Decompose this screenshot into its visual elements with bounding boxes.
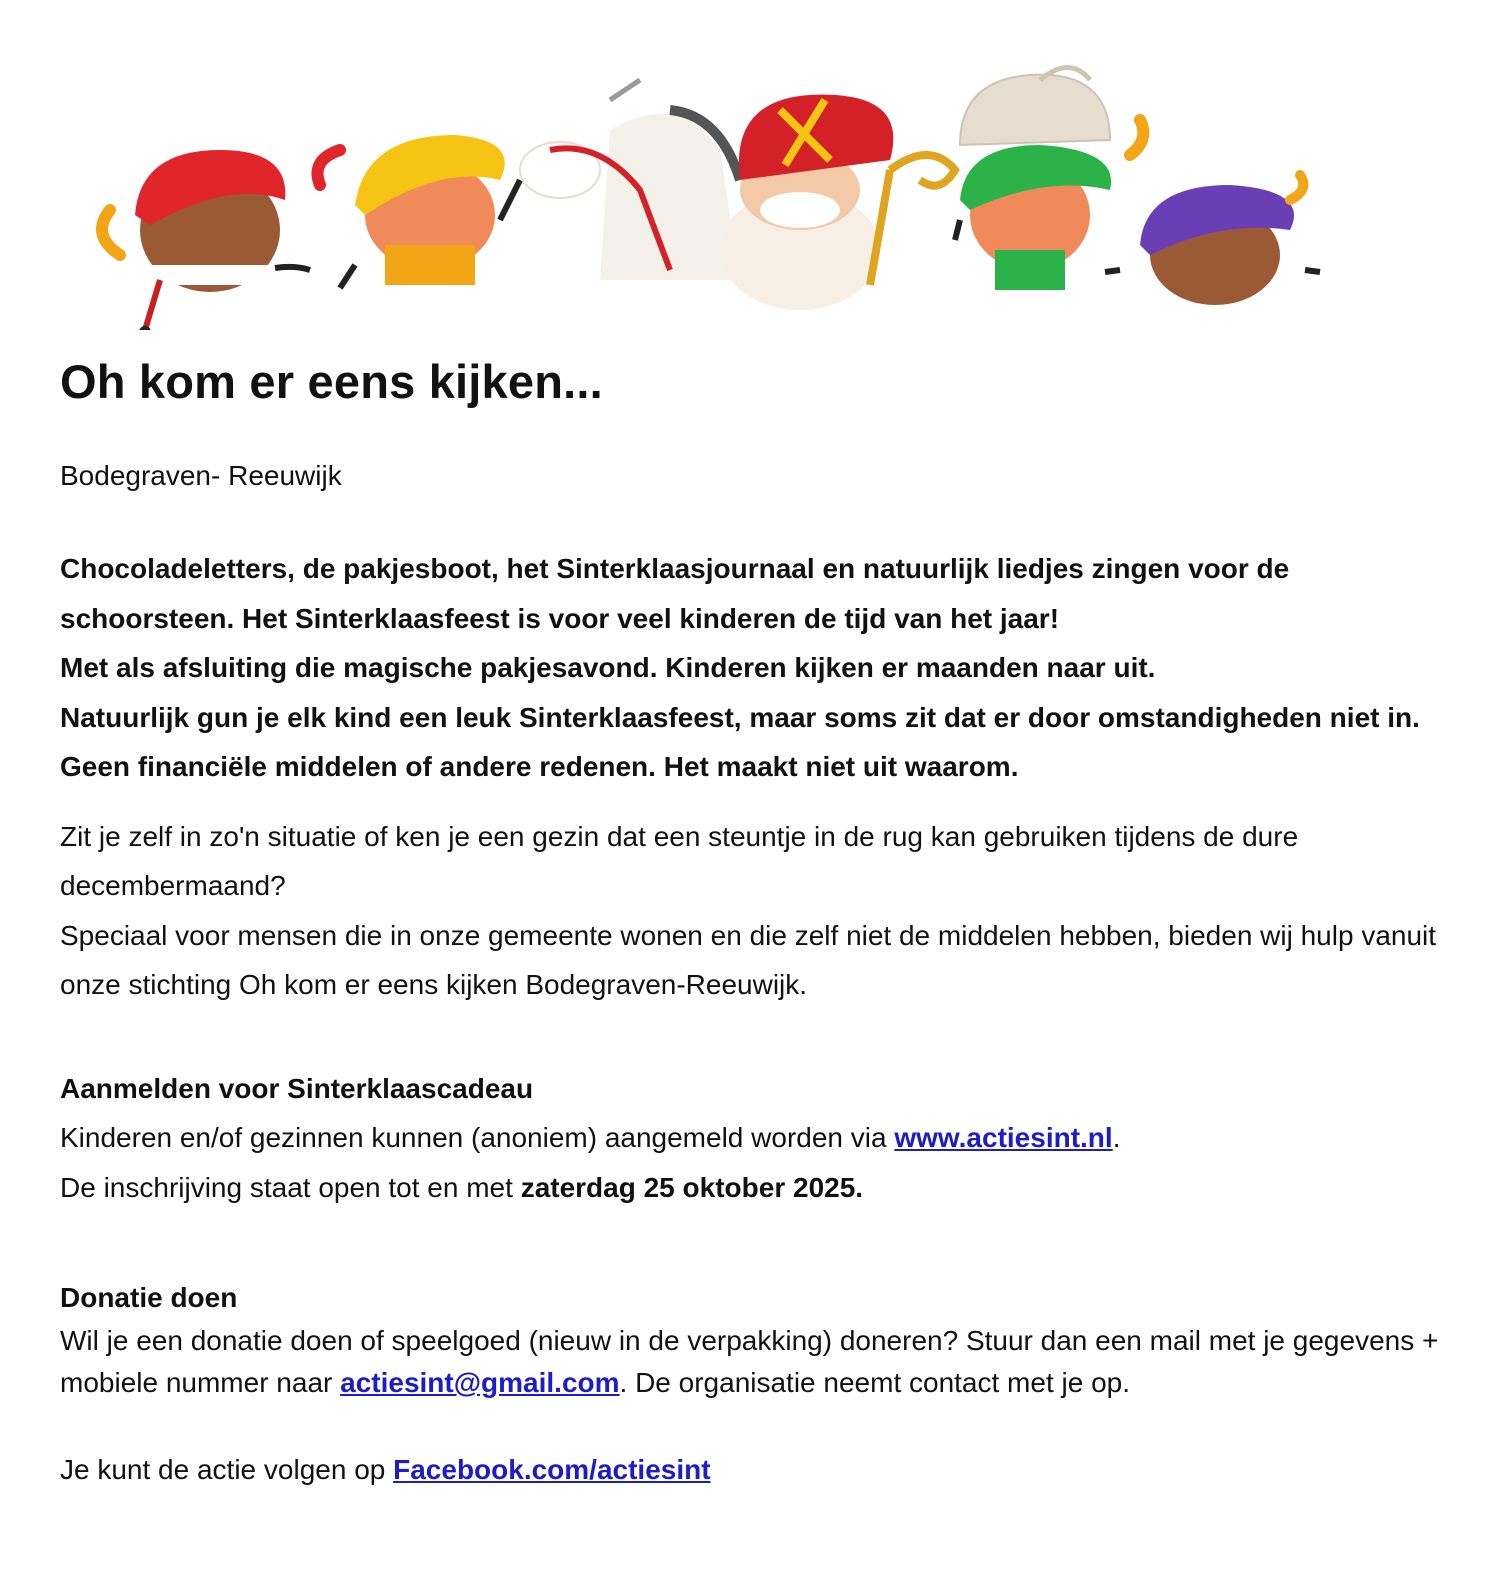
page-title: Oh kom er eens kijken...: [60, 355, 603, 408]
signup-text-before: Kinderen en/of gezinnen kunnen (anoniem) aangemeld worden via: [60, 1122, 895, 1153]
donation-heading: Donatie doen: [60, 1282, 238, 1313]
piet-red-icon: [102, 150, 310, 330]
signup-text-after: .: [1112, 1122, 1121, 1153]
article: [60, 340, 1440, 1492]
horse-icon: [520, 80, 740, 280]
donation-text-after: . De organisatie neemt contact met je op.: [619, 1367, 1131, 1398]
piet-purple-icon: [1105, 175, 1320, 305]
deadline-prefix: De inschrijving staat open tot en met: [60, 1171, 521, 1203]
body-paragraph: [60, 812, 1440, 1010]
signup-text: [60, 1113, 1440, 1163]
facebook-link[interactable]: Facebook.com/actiesint: [393, 1454, 711, 1485]
body-line: Speciaal voor mensen die in onze gemeente wonen en die zelf niet de middelen hebben, bieden wij hulp vanuit onze stichting Oh kom er eens kijken Bodegraven-Reeuwijk.: [60, 919, 1437, 1000]
deadline-date: zaterdag 25 oktober 2025.: [520, 1171, 864, 1203]
intro-line: Chocoladeletters, de pakjesboot, het Sinterklaasjournaal en natuurlijk liedjes zingen voor de schoorsteen. Het Sinterklaasfeest is voor veel kinderen de tijd van het jaar!: [60, 553, 1290, 634]
sack-icon: [960, 68, 1110, 146]
location-label: Bodegraven- Reeuwijk: [60, 460, 342, 491]
piet-yellow-icon: [318, 135, 521, 288]
follow-text: [60, 1448, 1440, 1492]
sinterklaas-banner: [80, 40, 1380, 330]
follow-text-before: Je kunt de actie volgen op: [60, 1454, 394, 1485]
intro-line: Met als afsluiting die magische pakjesavond. Kinderen kijken er maanden naar uit.: [60, 652, 1156, 683]
donation-text: [60, 1320, 1440, 1404]
signup-heading: Aanmelden voor Sinterklaascadeau: [60, 1072, 534, 1104]
body-line: Zit je zelf in zo'n situatie of ken je een gezin dat een steuntje in de rug kan gebruiken tijdens de dure decembermaand?: [60, 820, 1299, 901]
intro-paragraph: [60, 544, 1440, 792]
piet-green-icon: [955, 120, 1143, 290]
intro-line: Natuurlijk gun je elk kind een leuk Sinterklaasfeest, maar soms zit dat er door omstandigheden niet in. Geen financiële middelen of andere redenen. Het maakt niet uit waarom.: [60, 701, 1420, 782]
deadline-text: [60, 1163, 1440, 1213]
sinterklaas-icon: [720, 95, 955, 310]
actiesint-link[interactable]: www.actiesint.nl: [894, 1122, 1113, 1153]
donation-text-before: Wil je een donatie doen of speelgoed (nieuw in de verpakking) doneren? Stuur dan een mail met je gegevens + mobiele nummer naar: [60, 1325, 1439, 1398]
email-link[interactable]: actiesint@gmail.com: [340, 1367, 620, 1398]
